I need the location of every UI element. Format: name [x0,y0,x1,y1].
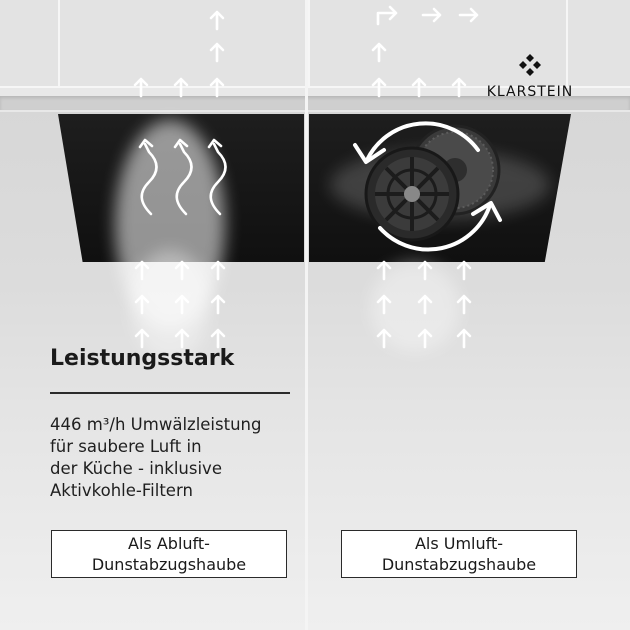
column-divider [305,0,308,630]
arrow-up-icon [176,330,188,347]
headline: Leistungsstark [50,346,235,371]
arrow-up-icon [378,330,390,347]
corner-arrow-icon [378,7,396,24]
arrow-up-icon [212,262,224,279]
arrow-up-icon [136,262,148,279]
arrow-up-icon [136,330,148,347]
arrow-up-icon [373,79,385,96]
arrow-up-icon [378,296,390,313]
arrow-up-icon [458,296,470,313]
arrow-up-icon [211,79,223,96]
description: 446 m³/h Umwälzleistung für saubere Luft in der Küche - inklusive Aktivkohle-Filtern [50,415,262,500]
klarstein-logo-icon [517,52,543,78]
brand-name: KLARSTEIN [486,84,574,100]
arrow-right-icon [460,9,477,21]
arrow-up-icon [453,79,465,96]
arrow-up-icon [373,44,385,61]
recirculation-mode-button[interactable]: Als Umluft- Dunstabzugshaube [341,530,577,578]
arrow-up-icon [176,296,188,313]
brand-logo [470,52,590,102]
arrow-up-icon [135,79,147,96]
arrow-up-icon [212,296,224,313]
arrow-up-icon [419,262,431,279]
arrow-right-icon [423,9,440,21]
arrow-up-icon [211,44,223,61]
arrow-up-icon [176,262,188,279]
arrow-up-icon [175,79,187,96]
arrow-up-icon [211,12,223,29]
headline-rule [50,392,290,394]
arrow-up-icon [458,262,470,279]
arrow-up-icon [419,296,431,313]
exhaust-mode-button[interactable]: Als Abluft- Dunstabzugshaube [51,530,287,578]
wavy-arrow-icon [175,140,192,214]
arrow-up-icon [212,330,224,347]
arrow-up-icon [419,330,431,347]
wavy-arrow-icon [140,140,157,214]
wavy-arrow-icon [209,140,226,214]
arrow-up-icon [458,330,470,347]
arrow-up-icon [136,296,148,313]
arrow-up-icon [378,262,390,279]
arrow-up-icon [413,79,425,96]
